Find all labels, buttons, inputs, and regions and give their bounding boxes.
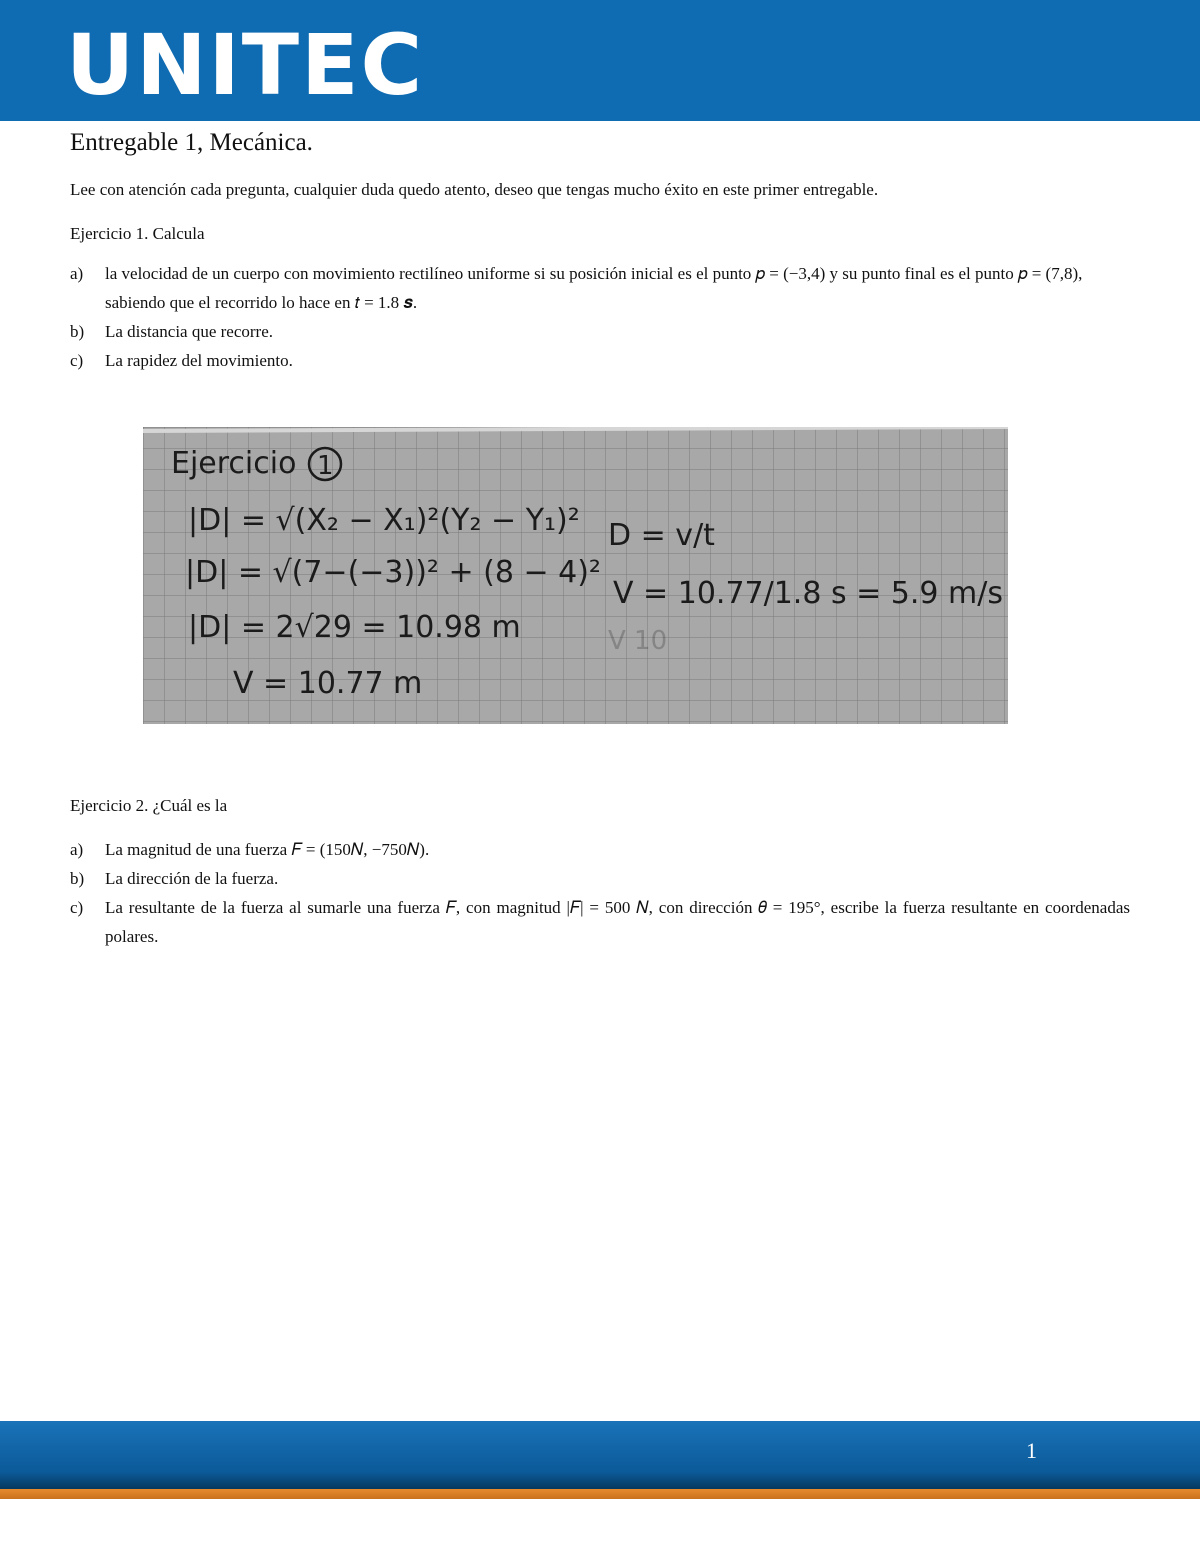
item-marker: b) [70,322,85,341]
item-text: La rapidez del movimiento. [105,351,293,370]
handwritten-line-3: |D| = 2√29 = 10.98 m [188,610,521,645]
exercise2-section [70,793,1130,951]
item-text: La distancia que recorre. [105,322,274,341]
handwritten-right-3: V 10 [608,626,668,656]
page-header [0,0,1200,121]
handwritten-heading: Ejercicio [171,446,297,481]
item-marker: b) [70,869,85,888]
handwritten-line-4: V = 10.77 m [233,666,423,701]
document-title: Entregable 1, Mecánica. [70,129,313,156]
page-number: 1 [1026,1438,1037,1463]
exercise1-list [70,259,1130,375]
list-item [70,835,1130,864]
unitec-logo: UNITEC [66,16,425,114]
item-text: la velocidad de un cuerpo con movimiento rectilíneo uniforme si su posición inicial es el punto 𝑝 = (−3,4) y su punto final es el punto 𝑝 = (7,8), sabiendo que el recorrido lo hace en 𝑡 = 1.8 𝒔. [105,264,1083,312]
item-marker: a) [70,264,84,283]
item-marker: c) [70,351,84,370]
item-text: La dirección de la fuerza. [105,869,279,888]
handwritten-line-2: |D| = √(7−(−3))² + (8 − 4)² [185,555,601,590]
list-item [70,317,1130,346]
exercise2-list [70,835,1130,951]
list-item [70,259,1130,317]
list-item [70,346,1130,375]
item-marker: a) [70,840,84,859]
item-text: La magnitud de una fuerza 𝐹 = (150𝑁, −750𝑁). [105,840,430,859]
page-footer [0,1421,1200,1489]
handwritten-right-2: V = 10.77/1.8 s = 5.9 m/s [613,576,1004,611]
intro-text: Lee con atención cada pregunta, cualquier duda quedo atento, deseo que tengas mucho éxito en este primer entregable. [70,180,879,199]
list-item [70,864,1130,893]
handwritten-line-1: |D| = √(X₂ − X₁)²(Y₂ − Y₁)² [188,503,580,538]
handwritten-solution-photo [143,427,1008,724]
exercise1-section [70,127,1130,375]
handwritten-circled-number: 1 [317,451,334,481]
list-item [70,893,1130,951]
item-marker: c) [70,898,84,917]
exercise1-title: Ejercicio 1. Calcula [70,224,205,243]
exercise2-title: Ejercicio 2. ¿Cuál es la [70,796,228,815]
item-text: La resultante de la fuerza al sumarle una fuerza 𝐹, con magnitud |𝐹| = 500 𝑁, con dirección 𝜃 = 195°, escribe la fuerza resultante en coordenadas polares. [105,898,1130,946]
handwritten-right-1: D = v/t [608,518,715,553]
footer-accent-bar [0,1489,1200,1499]
